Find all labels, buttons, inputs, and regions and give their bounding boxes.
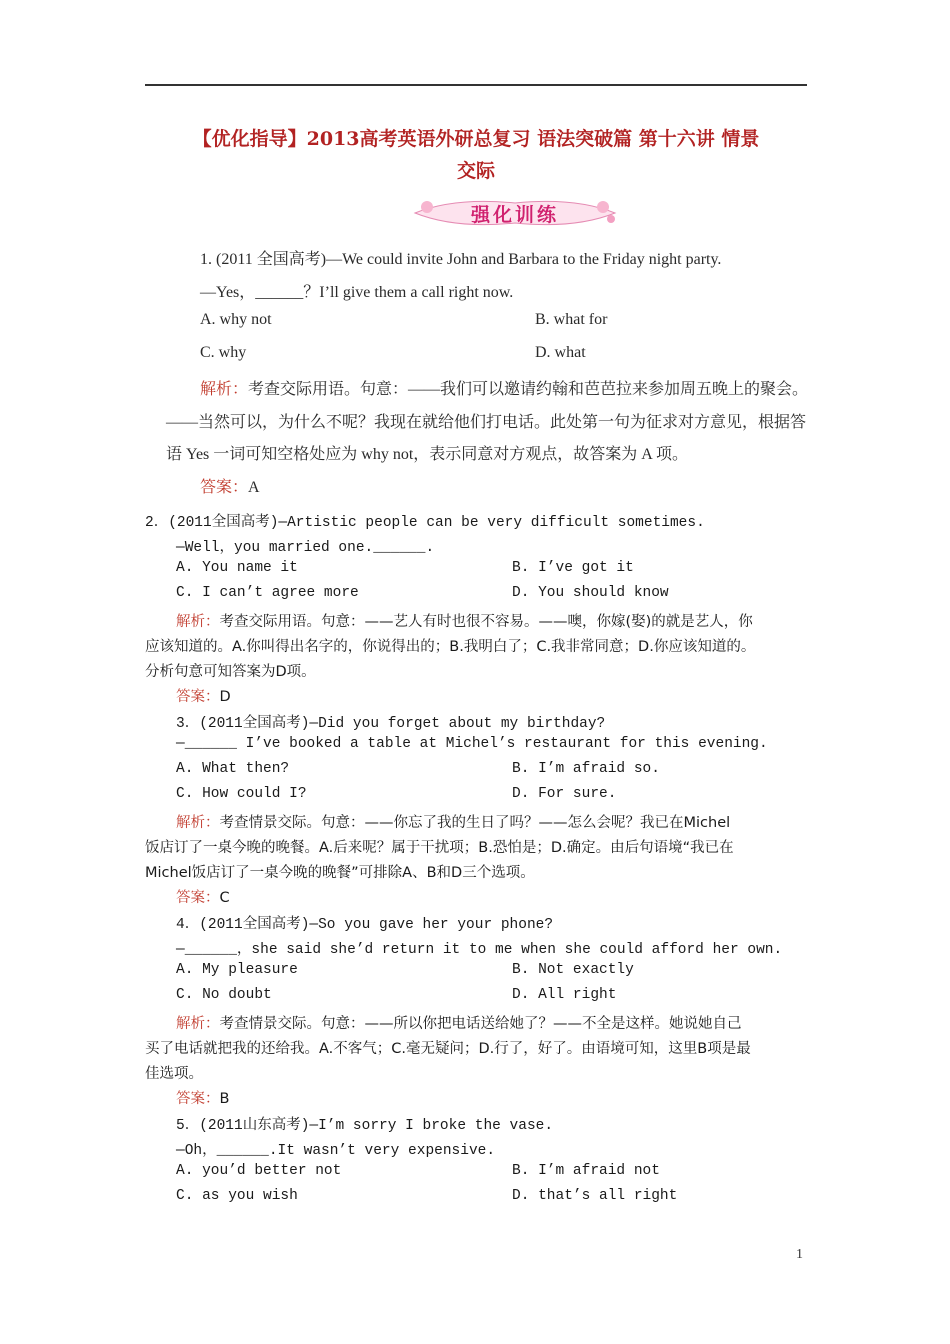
q3-analysis-line1: [176, 811, 730, 832]
q1-option-a: A. why not: [200, 311, 272, 328]
q4-option-c: C. No doubt: [176, 987, 272, 1003]
q2-question: 2．(2011全国高考)—Artistic people can be very difficult sometimes.: [145, 515, 705, 531]
q3-answer-value: C: [219, 890, 230, 906]
banner-title: 强化训练: [470, 204, 559, 226]
q5-reply: —Oh，______.It wasn’t very expensive.: [176, 1143, 496, 1159]
q3-analysis-line3: Michel饭店订了一桌今晚的晚餐”可排除A、B和D三个选项。: [145, 865, 535, 881]
q3-option-d: D. For sure.: [512, 786, 617, 802]
q4-analysis-line1: [176, 1012, 742, 1033]
q2-analysis-label: 解析：: [176, 614, 220, 630]
q4-option-d: D. All right: [512, 987, 617, 1003]
q4-answer-value: B: [219, 1091, 230, 1107]
q5-option-b: B. I’m afraid not: [512, 1163, 660, 1179]
q1-analysis-line3: 语 Yes 一词可知空格处应为 why not，表示同意对方观点，故答案为 A 项。: [166, 446, 688, 463]
q2-option-a: A. You name it: [176, 560, 298, 576]
q5-question: 5．(2011山东高考)—I’m sorry I broke the vase.: [176, 1118, 554, 1134]
q3-option-b: B. I’m afraid so.: [512, 761, 660, 777]
q2-option-d: D. You should know: [512, 585, 669, 601]
q4-analysis-label: 解析：: [176, 1016, 220, 1032]
q4-analysis-line3: 佳选项。: [145, 1066, 203, 1082]
section-banner: [405, 193, 625, 233]
q1-question: 1. (2011 全国高考)—We could invite John and Barbara to the Friday night party.: [200, 251, 722, 268]
q3-option-a: A. What then?: [176, 761, 290, 777]
q1-option-c: C. why: [200, 344, 247, 361]
q2-option-c: C. I can’t agree more: [176, 585, 359, 601]
q1-analysis-line2: ——当然可以，为什么不呢？我现在就给他们打电话。此处第一句为征求对方意见，根据答: [166, 414, 807, 431]
q4-answer: [176, 1087, 229, 1108]
q1-answer: [200, 474, 260, 497]
q2-analysis-line3: 分析句意可知答案为D项。: [145, 664, 316, 680]
q4-analysis-line2: 买了电话就把我的还给我。A.不客气；C.毫无疑问；D.行了，好了。由语境可知，这里B项是最: [145, 1041, 751, 1057]
q5-option-c: C. as you wish: [176, 1188, 298, 1204]
q2-option-b: B. I’ve got it: [512, 560, 634, 576]
q1-analysis-line1: [200, 376, 808, 399]
q2-answer: [176, 685, 231, 706]
q2-analysis-line1: [176, 610, 753, 631]
q1-reply: —Yes，______？I’ll give them a call right now.: [200, 284, 514, 301]
q2-answer-value: D: [219, 689, 231, 705]
q3-analysis-label: 解析：: [176, 815, 220, 831]
q1-answer-label: 答案：: [200, 479, 249, 496]
q2-analysis-text: 考查交际用语。句意：——艺人有时也很不容易。——噢，你嫁(娶)的就是艺人，你: [219, 614, 753, 630]
q3-question: 3．(2011全国高考)—Did you forget about my birthday?: [176, 716, 606, 732]
q2-analysis-line2: 应该知道的。A.你叫得出名字的，你说得出的；B.我明白了；C.我非常同意；D.你应该知道的。: [145, 639, 756, 655]
q4-option-a: A. My pleasure: [176, 962, 298, 978]
q1-option-d: D. what: [535, 344, 586, 361]
q5-option-a: A. you’d better not: [176, 1163, 342, 1179]
page-number: 1: [796, 1247, 803, 1262]
q2-reply: —Well，you married one.______.: [176, 540, 435, 556]
q4-analysis-text: 考查情景交际。句意：——所以你把电话送给她了？——不全是这样。她说她自己: [219, 1016, 742, 1032]
q4-reply: —______，she said she’d return it to me when she could afford her own.: [176, 942, 783, 958]
page-title-line2: 交际: [456, 160, 495, 182]
q3-answer: [176, 886, 230, 907]
q5-option-d: D. that’s all right: [512, 1188, 678, 1204]
q3-analysis-line2: 饭店订了一桌今晚的晚餐。A.后来呢？属于干扰项；B.恐怕是；D.确定。由后句语境“我已在: [145, 840, 734, 856]
q3-reply: —______ I’ve booked a table at Michel’s restaurant for this evening.: [176, 736, 768, 752]
q1-analysis-text: 考查交际用语。句意：——我们可以邀请约翰和芭芭拉来参加周五晚上的聚会。: [248, 381, 809, 398]
q4-question: 4．(2011全国高考)—So you gave her your phone?: [176, 917, 554, 933]
q1-analysis-label: 解析：: [200, 381, 249, 398]
top-rule: [145, 84, 807, 86]
q4-option-b: B. Not exactly: [512, 962, 634, 978]
q1-option-b: B. what for: [535, 311, 608, 328]
q2-answer-label: 答案：: [176, 689, 220, 705]
q3-analysis-text: 考查情景交际。句意：——你忘了我的生日了吗？——怎么会呢？我已在Michel: [219, 815, 731, 831]
page-title-line1: 【优化指导】2013高考英语外研总复习 语法突破篇 第十六讲 情景: [192, 128, 760, 150]
q1-answer-value: A: [248, 479, 260, 496]
q4-answer-label: 答案：: [176, 1091, 220, 1107]
q3-option-c: C. How could I?: [176, 786, 307, 802]
q3-answer-label: 答案：: [176, 890, 220, 906]
